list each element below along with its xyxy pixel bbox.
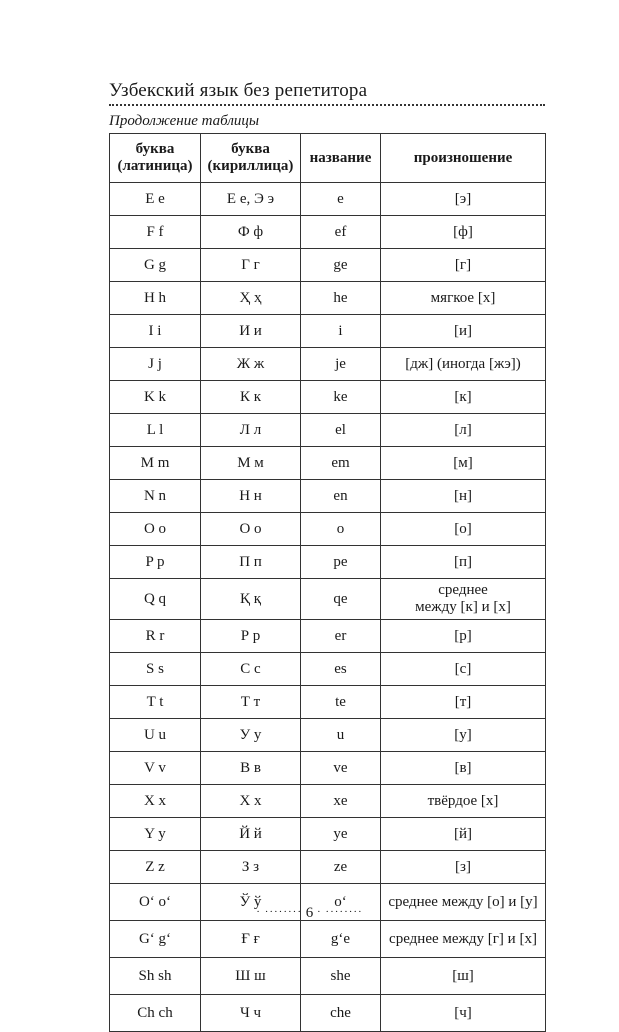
alphabet-table — [109, 133, 546, 1032]
cell-pronunciation: [дж] (иногда [жэ]) — [381, 348, 546, 381]
cell-name: ve — [301, 752, 381, 785]
cell-pronunciation: [т] — [381, 686, 546, 719]
cell-pronunciation: мягкое [х] — [381, 282, 546, 315]
cell-name: u — [301, 719, 381, 752]
cell-pronunciation: [о] — [381, 513, 546, 546]
table-row — [110, 216, 546, 249]
table-row — [110, 620, 546, 653]
cell-cyrillic: М м — [201, 447, 301, 480]
cell-latin: I i — [110, 315, 201, 348]
table-row — [110, 921, 546, 958]
cell-pronunciation: среднее между [к] и [х] — [381, 579, 546, 620]
cell-name: o — [301, 513, 381, 546]
cell-cyrillic: И и — [201, 315, 301, 348]
cell-name: she — [301, 958, 381, 995]
cell-pronunciation: [ф] — [381, 216, 546, 249]
cell-name: en — [301, 480, 381, 513]
cell-pronunciation: [э] — [381, 183, 546, 216]
cell-name: em — [301, 447, 381, 480]
table-row — [110, 183, 546, 216]
cell-name: er — [301, 620, 381, 653]
table-row — [110, 995, 546, 1032]
cell-cyrillic: С с — [201, 653, 301, 686]
cell-cyrillic: Ф ф — [201, 216, 301, 249]
cell-pronunciation: [п] — [381, 546, 546, 579]
cell-cyrillic: З з — [201, 851, 301, 884]
cell-name: he — [301, 282, 381, 315]
header-latin: буква (латиница) — [110, 134, 201, 183]
cell-latin: N n — [110, 480, 201, 513]
table-caption: Продолжение таблицы — [109, 113, 260, 129]
cell-name: je — [301, 348, 381, 381]
cell-name: g‘e — [301, 921, 381, 958]
cell-name: pe — [301, 546, 381, 579]
cell-pronunciation: [й] — [381, 818, 546, 851]
cell-pronunciation: [к] — [381, 381, 546, 414]
table-row — [110, 958, 546, 995]
cell-cyrillic: Ҳ ҳ — [201, 282, 301, 315]
table-row — [110, 818, 546, 851]
table-row — [110, 579, 546, 620]
cell-pronunciation: [г] — [381, 249, 546, 282]
cell-name: es — [301, 653, 381, 686]
cell-latin: Sh sh — [110, 958, 201, 995]
cell-name: ye — [301, 818, 381, 851]
table-row — [110, 513, 546, 546]
cell-name: i — [301, 315, 381, 348]
table-row — [110, 282, 546, 315]
cell-name: xe — [301, 785, 381, 818]
cell-name: ef — [301, 216, 381, 249]
cell-cyrillic: В в — [201, 752, 301, 785]
table-header-row — [110, 134, 546, 183]
cell-pronunciation: [у] — [381, 719, 546, 752]
cell-pronunciation: среднее между [о] и [у] — [381, 884, 546, 921]
cell-cyrillic: Т т — [201, 686, 301, 719]
cell-cyrillic: У у — [201, 719, 301, 752]
cell-pronunciation: [и] — [381, 315, 546, 348]
page-number: 6 — [305, 905, 314, 921]
cell-cyrillic: Ж ж — [201, 348, 301, 381]
table-row — [110, 719, 546, 752]
cell-name: e — [301, 183, 381, 216]
cell-name: te — [301, 686, 381, 719]
cell-latin: G‘ g‘ — [110, 921, 201, 958]
cell-latin: J j — [110, 348, 201, 381]
cell-pronunciation: [в] — [381, 752, 546, 785]
cell-cyrillic: Г г — [201, 249, 301, 282]
cell-name: ze — [301, 851, 381, 884]
cell-pronunciation: [н] — [381, 480, 546, 513]
cell-name: ke — [301, 381, 381, 414]
cell-cyrillic: К к — [201, 381, 301, 414]
cell-pronunciation: [м] — [381, 447, 546, 480]
table-row — [110, 447, 546, 480]
folio-dots-right: · ········ — [317, 906, 363, 918]
cell-name: che — [301, 995, 381, 1032]
cell-latin: L l — [110, 414, 201, 447]
cell-pronunciation: [ч] — [381, 995, 546, 1032]
cell-cyrillic: Р р — [201, 620, 301, 653]
cell-pronunciation: [с] — [381, 653, 546, 686]
table-row — [110, 546, 546, 579]
header-pronunciation: произношение — [381, 134, 546, 183]
table-row — [110, 653, 546, 686]
cell-cyrillic: Ч ч — [201, 995, 301, 1032]
cell-pronunciation: [л] — [381, 414, 546, 447]
cell-cyrillic: Х х — [201, 785, 301, 818]
cell-latin: Y y — [110, 818, 201, 851]
table-row — [110, 348, 546, 381]
cell-cyrillic: Е е, Э э — [201, 183, 301, 216]
cell-latin: O‘ o‘ — [110, 884, 201, 921]
cell-latin: H h — [110, 282, 201, 315]
page-footer — [0, 905, 619, 922]
table-row — [110, 851, 546, 884]
cell-latin: M m — [110, 447, 201, 480]
table-row — [110, 414, 546, 447]
header-cyrillic: буква (кириллица) — [201, 134, 301, 183]
cell-pronunciation: среднее между [г] и [х] — [381, 921, 546, 958]
table-row — [110, 686, 546, 719]
cell-cyrillic: Л л — [201, 414, 301, 447]
table-row — [110, 480, 546, 513]
cell-latin: T t — [110, 686, 201, 719]
cell-name: el — [301, 414, 381, 447]
cell-pronunciation: [з] — [381, 851, 546, 884]
folio-dots-left: · ········ — [256, 906, 302, 918]
cell-latin: Ch ch — [110, 995, 201, 1032]
cell-latin: S s — [110, 653, 201, 686]
cell-name: o‘ — [301, 884, 381, 921]
cell-cyrillic: Ғ ғ — [201, 921, 301, 958]
cell-latin: V v — [110, 752, 201, 785]
cell-latin: G g — [110, 249, 201, 282]
cell-latin: K k — [110, 381, 201, 414]
cell-cyrillic: Қ қ — [201, 579, 301, 620]
cell-cyrillic: Ў ў — [201, 884, 301, 921]
table-row — [110, 315, 546, 348]
cell-cyrillic: Н н — [201, 480, 301, 513]
cell-latin: P p — [110, 546, 201, 579]
cell-cyrillic: Й й — [201, 818, 301, 851]
cell-name: qe — [301, 579, 381, 620]
cell-latin: E e — [110, 183, 201, 216]
cell-cyrillic: О о — [201, 513, 301, 546]
header-name: название — [301, 134, 381, 183]
cell-latin: O o — [110, 513, 201, 546]
table-row — [110, 752, 546, 785]
cell-latin: X x — [110, 785, 201, 818]
cell-latin: F f — [110, 216, 201, 249]
table-row — [110, 249, 546, 282]
cell-cyrillic: Ш ш — [201, 958, 301, 995]
cell-latin: Z z — [110, 851, 201, 884]
cell-cyrillic: П п — [201, 546, 301, 579]
table-row — [110, 785, 546, 818]
cell-latin: U u — [110, 719, 201, 752]
cell-latin: Q q — [110, 579, 201, 620]
cell-name: ge — [301, 249, 381, 282]
running-title: Узбекский язык без репетитора — [109, 80, 368, 101]
cell-pronunciation: [ш] — [381, 958, 546, 995]
cell-pronunciation: твёрдое [х] — [381, 785, 546, 818]
cell-pronunciation: [р] — [381, 620, 546, 653]
cell-latin: R r — [110, 620, 201, 653]
dotted-rule — [109, 104, 545, 106]
table-row — [110, 381, 546, 414]
